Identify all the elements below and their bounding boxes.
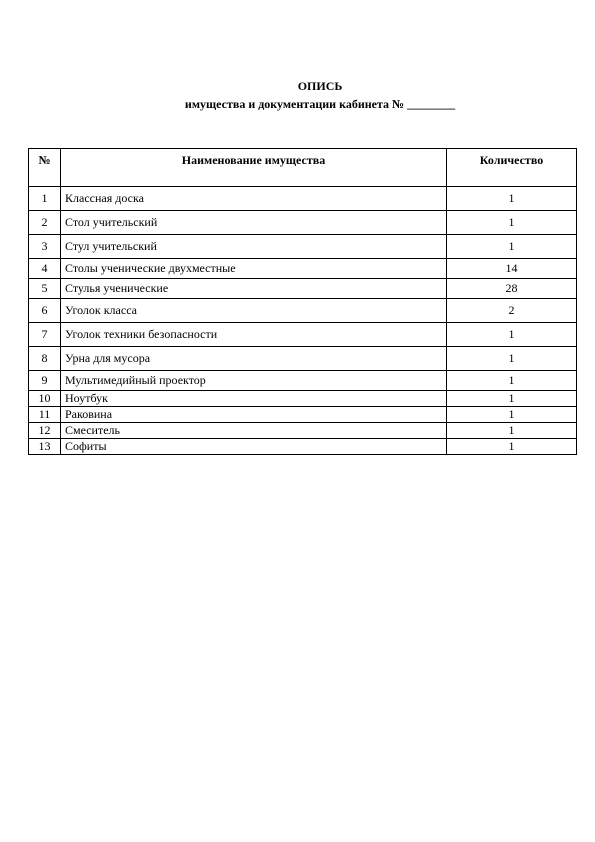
table-row [29,371,577,391]
table-row [29,299,577,323]
table-row [29,187,577,211]
row-number: 3 [29,235,61,259]
row-item-name: Классная доска [61,187,447,211]
document-subtitle: имущества и документации кабинета № ________ [184,97,456,111]
row-item-name: Раковина [61,407,447,423]
row-quantity: 1 [447,347,577,371]
row-quantity: 1 [447,423,577,439]
header-quantity: Количество [447,149,577,187]
row-item-name: Стол учительский [61,211,447,235]
table-row [29,211,577,235]
row-number: 13 [29,439,61,455]
row-number: 5 [29,279,61,299]
table-header-row [29,149,577,187]
table-row [29,323,577,347]
row-item-name: Стул учительский [61,235,447,259]
inventory-table [28,148,577,455]
row-item-name: Уголок техники безопасности [61,323,447,347]
row-quantity: 14 [447,259,577,279]
row-quantity: 1 [447,323,577,347]
row-number: 9 [29,371,61,391]
table-row [29,439,577,455]
row-item-name: Ноутбук [61,391,447,407]
header-item-name: Наименование имущества [61,149,447,187]
table-row [29,391,577,407]
table-row [29,407,577,423]
header-number: № [29,149,61,187]
table-row [29,279,577,299]
row-quantity: 1 [447,371,577,391]
row-quantity: 1 [447,407,577,423]
row-quantity: 1 [447,187,577,211]
row-number: 10 [29,391,61,407]
row-quantity: 28 [447,279,577,299]
row-quantity: 1 [447,391,577,407]
row-item-name: Стулья ученические [61,279,447,299]
row-number: 8 [29,347,61,371]
row-number: 4 [29,259,61,279]
row-item-name: Урна для мусора [61,347,447,371]
row-quantity: 1 [447,439,577,455]
row-number: 2 [29,211,61,235]
row-quantity: 1 [447,235,577,259]
row-item-name: Мультимедийный проектор [61,371,447,391]
row-item-name: Софиты [61,439,447,455]
row-number: 6 [29,299,61,323]
table-row [29,259,577,279]
table-row [29,347,577,371]
row-quantity: 1 [447,211,577,235]
row-number: 11 [29,407,61,423]
row-item-name: Уголок класса [61,299,447,323]
row-number: 7 [29,323,61,347]
row-quantity: 2 [447,299,577,323]
row-item-name: Смеситель [61,423,447,439]
row-number: 12 [29,423,61,439]
table-row [29,235,577,259]
document-title: ОПИСЬ [297,79,343,93]
table-row [29,423,577,439]
row-item-name: Столы ученические двухместные [61,259,447,279]
row-number: 1 [29,187,61,211]
